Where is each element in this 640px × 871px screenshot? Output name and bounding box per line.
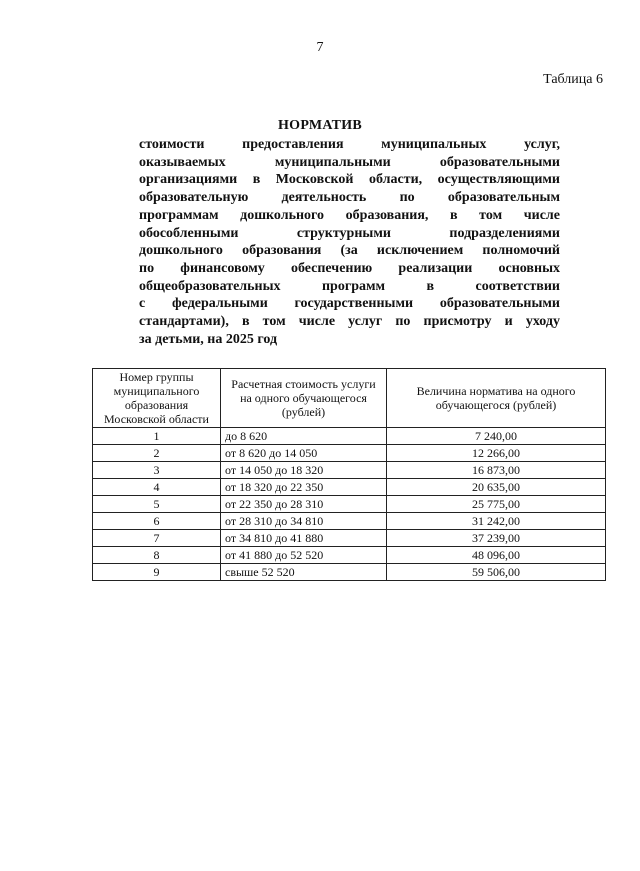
table-label: Таблица 6 [543,72,603,87]
header-norm-value: Величина норматива на одного обучающегося (рублей) [387,369,606,428]
cell-cost-range: от 28 310 до 34 810 [221,513,387,530]
subtitle-line: по финансовому обеспечению реализации основных [139,260,560,276]
cell-cost-range: до 8 620 [221,428,387,445]
cell-cost-range: от 18 320 до 22 350 [221,479,387,496]
cell-group-number: 7 [93,530,221,547]
cell-group-number: 9 [93,564,221,581]
cell-norm-value: 7 240,00 [387,428,606,445]
subtitle-line: образовательную деятельность по образовательным [139,190,560,206]
document-title: НОРМАТИВ [277,118,363,133]
table-row [93,530,606,547]
cell-group-number: 4 [93,479,221,496]
cell-norm-value: 20 635,00 [387,479,606,496]
subtitle-line: программам дошкольного образования, в том числе [139,207,560,223]
cell-norm-value: 25 775,00 [387,496,606,513]
cell-norm-value: 48 096,00 [387,547,606,564]
cell-group-number: 2 [93,445,221,462]
table-row [93,462,606,479]
header-calculated-cost: Расчетная стоимость услуги на одного обучающегося (рублей) [221,369,387,428]
table-row [93,479,606,496]
table-row [93,564,606,581]
table-row [93,547,606,564]
cell-group-number: 5 [93,496,221,513]
cell-cost-range: свыше 52 520 [221,564,387,581]
cell-group-number: 1 [93,428,221,445]
subtitle-line: стоимости предоставления муниципальных услуг, [139,137,560,152]
subtitle-line: с федеральными государственными образовательными [139,296,560,312]
table-row [93,445,606,462]
norm-table [92,368,606,581]
subtitle-line: за детьми, на 2025 год [139,331,278,347]
cell-cost-range: от 8 620 до 14 050 [221,445,387,462]
cell-cost-range: от 41 880 до 52 520 [221,547,387,564]
cell-norm-value: 16 873,00 [387,462,606,479]
table-header-row [93,369,606,428]
table-row [93,513,606,530]
table-row [93,428,606,445]
cell-group-number: 3 [93,462,221,479]
cell-norm-value: 59 506,00 [387,564,606,581]
cell-norm-value: 31 242,00 [387,513,606,530]
subtitle-line: стандартами), в том числе услуг по присмотру и уходу [139,314,560,330]
cell-norm-value: 37 239,00 [387,530,606,547]
document-subtitle [139,136,560,348]
subtitle-line: оказываемых муниципальными образовательными [139,154,560,170]
header-group-number: Номер группы муниципального образования Московской области [93,369,221,428]
cell-cost-range: от 22 350 до 28 310 [221,496,387,513]
page-number: 7 [316,40,324,55]
cell-cost-range: от 34 810 до 41 880 [221,530,387,547]
subtitle-line: общеобразовательных программ в соответствии [139,278,560,294]
cell-group-number: 6 [93,513,221,530]
subtitle-line: обособленными структурными подразделениями [139,225,560,241]
subtitle-line: организациями в Московской области, осуществляющими [139,172,560,188]
subtitle-line: дошкольного образования (за исключением полномочий [139,243,560,259]
cell-norm-value: 12 266,00 [387,445,606,462]
cell-group-number: 8 [93,547,221,564]
cell-cost-range: от 14 050 до 18 320 [221,462,387,479]
table-row [93,496,606,513]
